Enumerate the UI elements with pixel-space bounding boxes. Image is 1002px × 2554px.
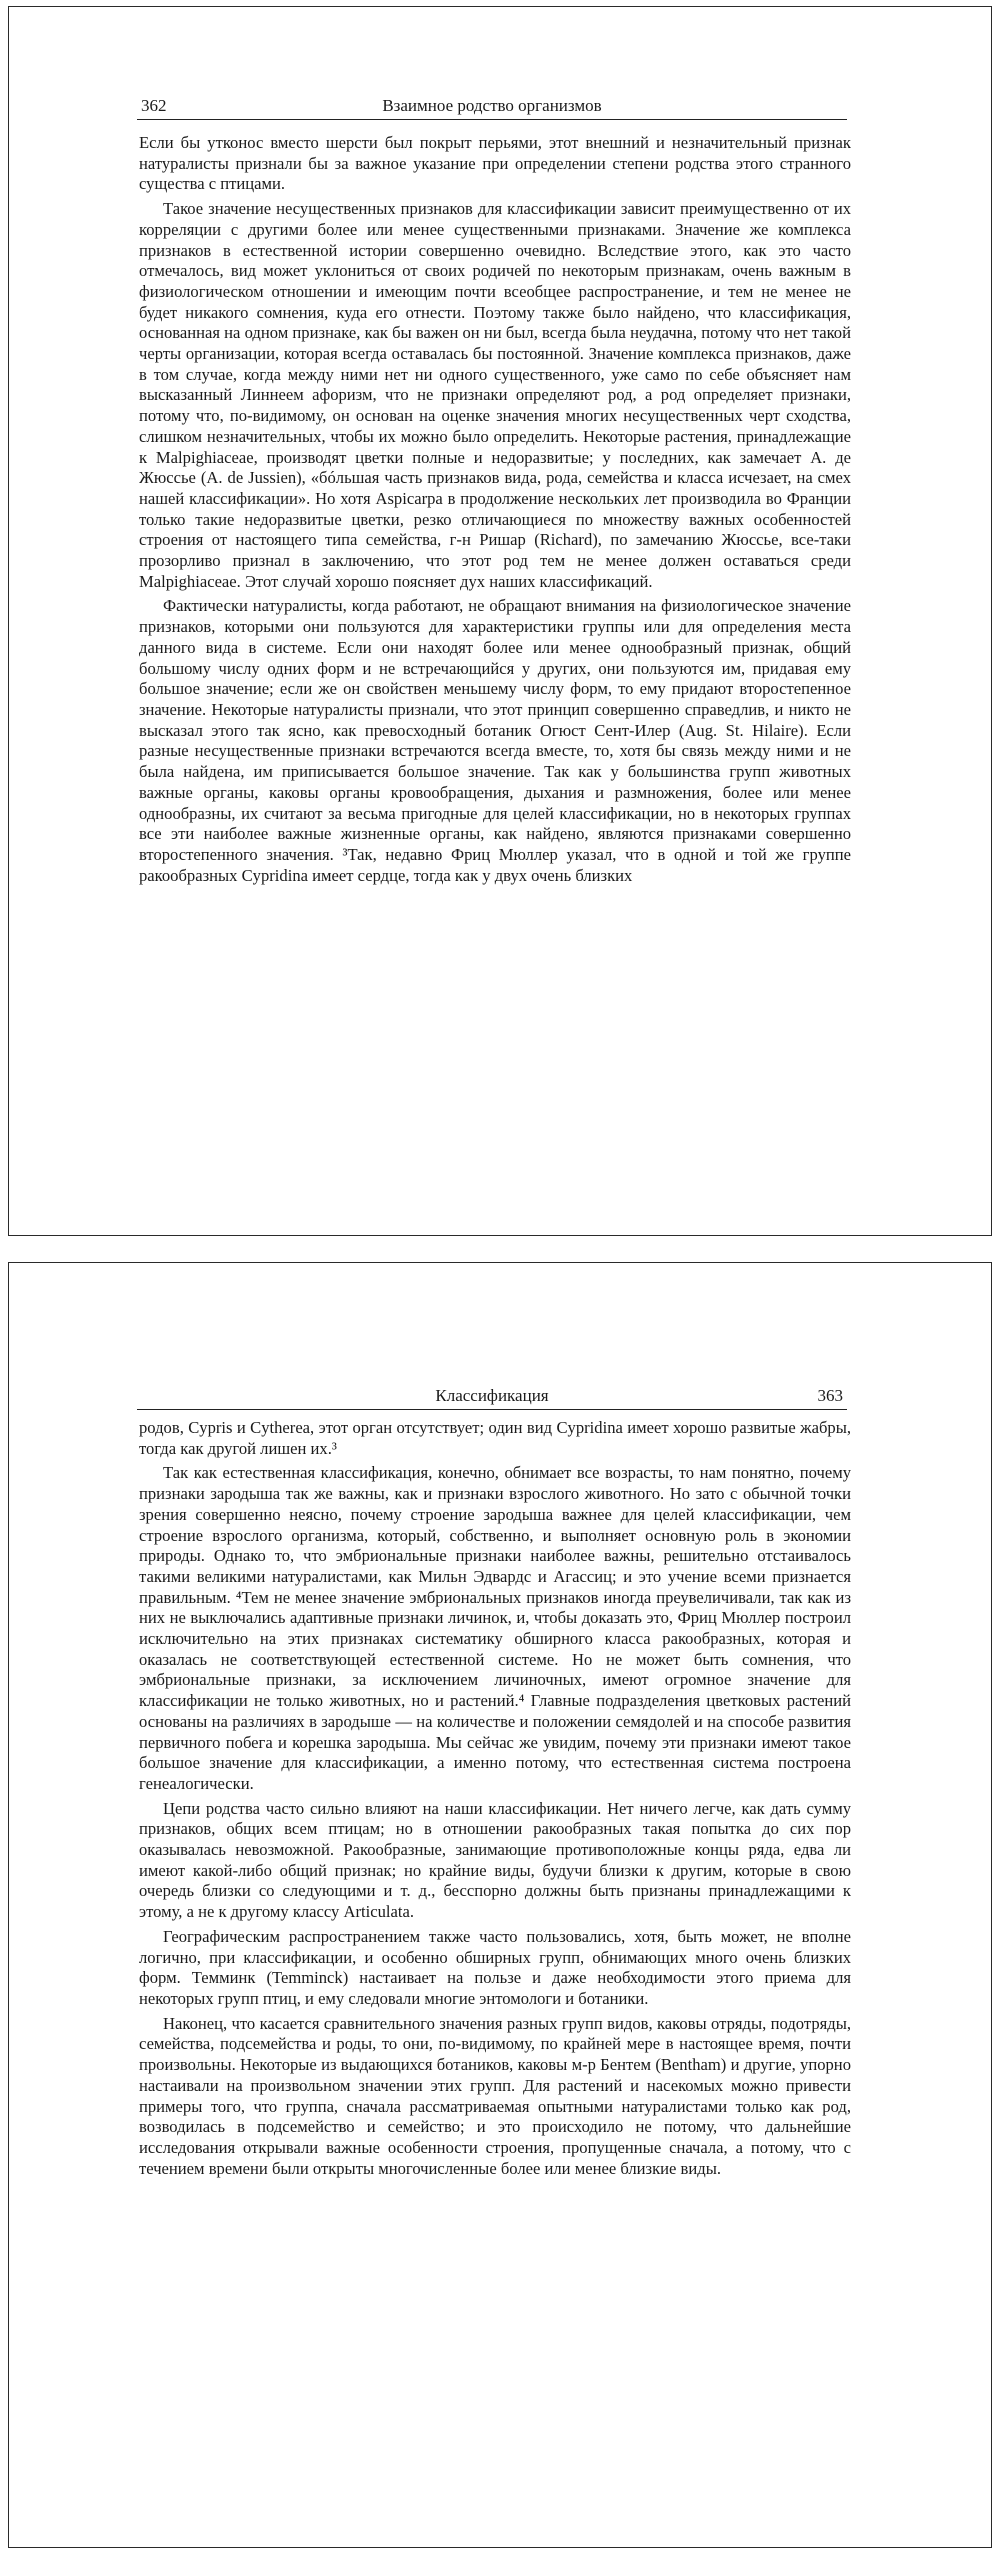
page-363 — [8, 1262, 992, 2548]
paragraph: Фактически натуралисты, когда работают, не обращают внимания на физиологическое значение признаков, которыми они пользуются для характеристики группы или для определения места данного вида в системе. Если они находят более или менее однообразный признак, общий большому числу одних форм и не встречающийся у других, они пользуются им, придавая ему большое значение; если же он свойствен меньшему числу форм, то ему придают второстепенное значение. Некоторые натуралисты признали, что этот принцип совершенно справедлив, и никто не высказал этого так ясно, как превосходный ботаник Огюст Сент-Илер (Aug. St. Hilaire). Если разные несущественные признаки встречаются всегда вместе, то, хотя бы связь между ними и не была найдена, им приписывается большое значение. Так как у большинства групп животных важные органы, каковы органы кровообращения, дыхания и размножения, более или менее однообразны, их считают за весьма пригодные для целей классификации, но в некоторых группах все эти наиболее важные жизненные органы, как найдено, являются признаками совершенно второстепенного значения. ³Так, недавно Фриц Мюллер указал, что в одной и той же группе ракообразных Cypridina имеет сердце, тогда как у двух очень близких — [139, 596, 851, 885]
paragraph: Наконец, что касается сравнительного значения разных групп видов, каковы отряды, подотряды, семейства, подсемейства и роды, то они, по-видимому, по крайней мере в настоящее время, почти произвольны. Некоторые из выдающихся ботаников, каковы м-р Бентем (Bentham) и другие, упорно настаивали на произвольном значении этих групп. Для растений и насекомых можно привести примеры того, что группа, сначала рассматриваемая опытными натуралистами только как род, возводилась в подсемейство и семейство; и это происходило не потому, что дальнейшие исследования открывали важные особенности строения, пропущенные сначала, а потому, что с течением времени были открыты многочисленные более или менее близкие виды. — [139, 2013, 851, 2178]
paragraph: Такое значение несущественных признаков для классификации зависит преимущественно от их корреляции с другими более или менее существенными признаками. Значение же комплекса признаков в естественной истории совершенно очевидно. Вследствие этого, как это часто отмечалось, вид может уклониться от своих родичей по некоторым признакам, очень важным в физиологическом отношении и имеющим почти всеобщее распространение, и тем не менее не будет никакого сомнения, куда его отнести. Поэтому также было найдено, что классификация, основанная на одном признаке, как бы важен он ни был, всегда была неудачна, потому что нет такой черты организации, которая всегда оставалась бы постоянной. Значение комплекса признаков, даже в том случае, когда между ними нет ни одного существенного, уже само по себе объясняет нам высказанный Линнеем афоризм, что не признаки определяют род, а род определяет признаки, потому что, по-видимому, он основан на оценке значения многих несущественных черт сходства, слишком незначительных, чтобы их можно было определить. Некоторые растения, принадлежащие к Malpighiaceae, производят цветки полные и недоразвитые; у последних, как замечает А. де Жюссье (A. de Jussien), «бóльшая часть признаков вида, рода, семейства и класса исчезает, на смех нашей классификации». Но хотя Aspicarpa в продолжение нескольких лет производила во Франции только такие недоразвитые цветки, резко отличающиеся по множеству важных особенностей строения от настоящего типа семейства, г-н Ришар (Richard), по замечанию Жюссье, все-таки прозорливо признал в заключению, что этот род тем не менее должен оставаться среди Malpighiaceae. Этот случай хорошо поясняет дух наших классификаций. — [139, 199, 851, 591]
running-head: Взаимное родство организмов — [382, 96, 602, 115]
running-head: Классификация — [435, 1386, 549, 1405]
page-header — [137, 1381, 847, 1410]
page-number: 363 — [817, 1386, 843, 1405]
page-number: 362 — [141, 96, 167, 115]
body-text — [139, 1418, 851, 2179]
body-text — [139, 133, 851, 886]
paragraph: Так как естественная классификация, конечно, обнимает все возрасты, то нам понятно, почему признаки зародыша так же важны, как и признаки взрослого животного. Но зато с обычной точки зрения совершенно неясно, почему строение зародыша важнее для целей классификации, чем строение взрослого организма, который, собственно, и выполняет основную роль в экономии природы. Однако то, что эмбриональные признаки наиболее важны, решительно отстаивалось такими великими натуралистами, как Мильн Эдвардс и Агассиц; и это учение всеми признается правильным. ⁴Тем не менее значение эмбриональных признаков иногда преувеличивали, так как из них не выключались адаптивные признаки личинок, и, чтобы доказать это, Фриц Мюллер построил исключительно на этих признаках систематику обширного класса ракообразных, которая и оказалась не соответствующей естественной системе. Но не может быть сомнения, что эмбриональные признаки, за исключением личиночных, имеют огромное значение для классификации не только животных, но и растений.⁴ Главные подразделения цветковых растений основаны на различиях в зародыше — на количестве и положении семядолей и на способе развития первичного побега и корешка зародыша. Мы сейчас же увидим, почему эти признаки имеют такое большое значение для классификации, а именно потому, что естественная система построена генеалогически. — [139, 1463, 851, 1793]
page-header — [137, 91, 847, 120]
paragraph: Цепи родства часто сильно влияют на наши классификации. Нет ничего легче, как дать сумму признаков, общих всем птицам; но в отношении ракообразных такая попытка до сих пор оказывалась невозможной. Ракообразные, занимающие противоположные концы ряда, едва ли имеют какой-либо общий признак; но крайние виды, будучи близки к другим, которые в свою очередь близки со следующими и т. д., бесспорно должны быть признаны принадлежащими к этому, а не к другому классу Articulata. — [139, 1798, 851, 1922]
paragraph: родов, Cypris и Cytherea, этот орган отсутствует; один вид Cypridina имеет хорошо развитые жабры, тогда как другой лишен их.³ — [139, 1418, 851, 1458]
paragraph: Географическим распространением также часто пользовались, хотя, быть может, не вполне логично, при классификации, и особенно обширных групп, обнимающих много очень близких форм. Темминк (Temminck) настаивает на пользе и даже необходимости этого приема для некоторых групп птиц, и ему следовали многие энтомологи и ботаники. — [139, 1926, 851, 2008]
paragraph: Если бы утконос вместо шерсти был покрыт перьями, этот внешний и незначительный признак натуралисты признали бы за важное указание при определении степени родства этого странного существа с птицами. — [139, 133, 851, 194]
page-362 — [8, 6, 992, 1236]
